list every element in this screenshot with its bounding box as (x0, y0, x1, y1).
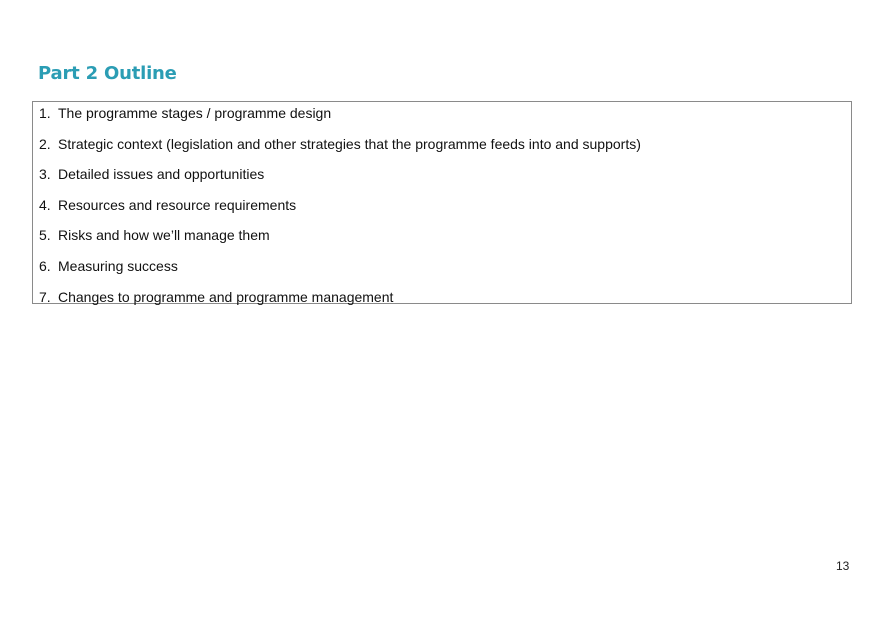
list-item-text: The programme stages / programme design (58, 105, 332, 121)
list-item-text: Risks and how we’ll manage them (58, 227, 270, 244)
list-item-number: 4. (39, 196, 51, 213)
list-item (39, 226, 641, 257)
page-number: 13 (836, 559, 850, 573)
list-item-text: Strategic context (legislation and other strategies that the programme feeds into and supports) (58, 135, 641, 152)
list-item-number: 1. (39, 105, 51, 121)
list-item (39, 104, 641, 135)
list-item-text: Resources and resource requirements (58, 196, 297, 213)
list-item-number: 2. (39, 135, 51, 152)
list-item-text: Measuring success (58, 257, 178, 274)
list-item-number: 7. (39, 288, 51, 305)
list-item-number: 6. (39, 257, 51, 274)
list-item (39, 288, 641, 319)
list-item-number: 3. (39, 166, 51, 183)
outline-box (32, 101, 852, 304)
list-item (39, 165, 641, 196)
list-item-text: Changes to programme and programme management (58, 288, 394, 305)
list-item-text: Detailed issues and opportunities (58, 166, 265, 183)
page-title: Part 2 Outline (38, 63, 177, 84)
list-item (39, 135, 641, 166)
outline-list (39, 104, 641, 318)
list-item (39, 196, 641, 227)
list-item (39, 257, 641, 288)
list-item-number: 5. (39, 227, 51, 244)
